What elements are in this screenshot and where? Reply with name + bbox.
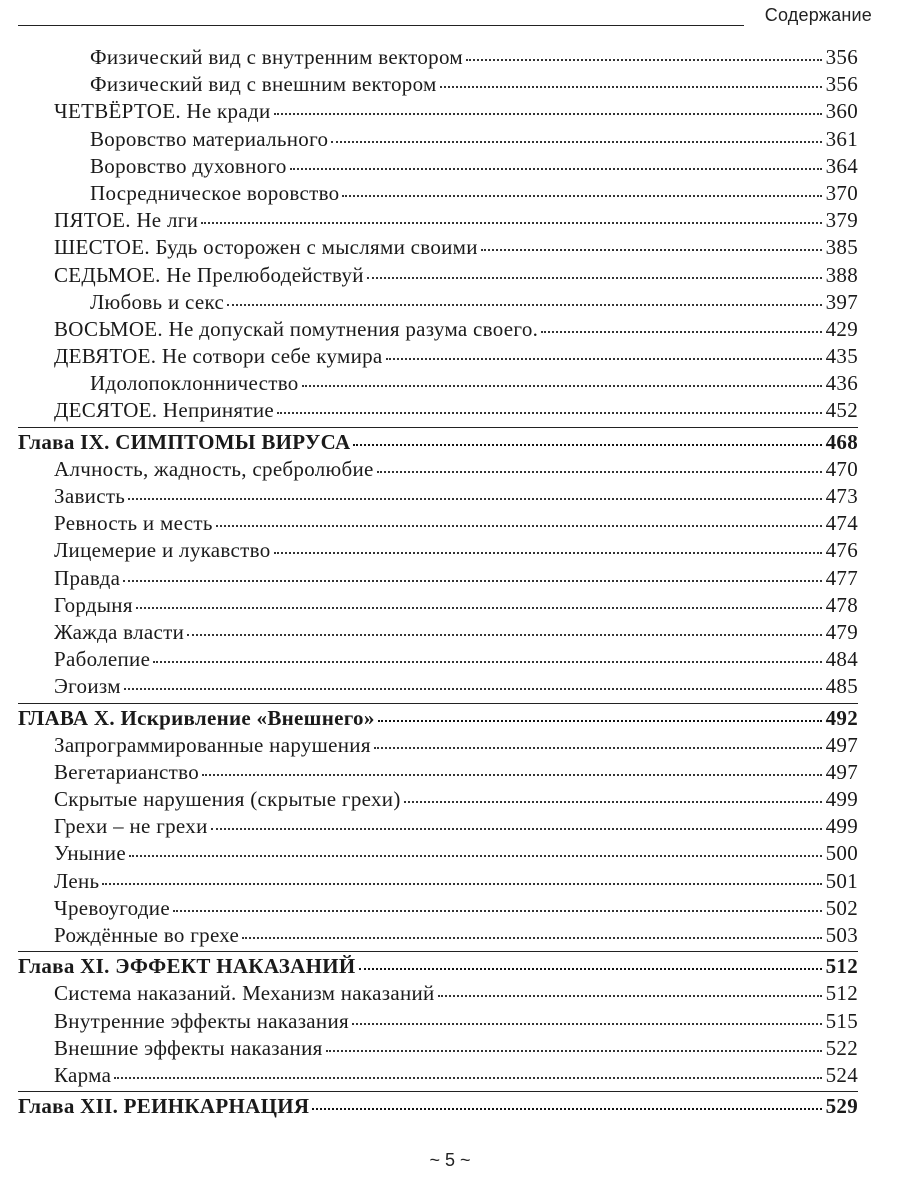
toc-page-number: 499	[825, 814, 858, 839]
toc-entry-row	[18, 869, 858, 896]
toc-entry-title: Жажда власти	[54, 619, 185, 644]
toc-entry-row	[18, 344, 858, 371]
dot-leader	[404, 801, 822, 803]
running-header-title: Содержание	[764, 5, 872, 25]
dot-leader	[440, 86, 822, 88]
toc-entry-title: Раболепие	[54, 647, 151, 672]
toc-page-number: 385	[825, 235, 858, 260]
table-of-contents	[18, 45, 858, 1121]
toc-entry-row	[18, 566, 858, 593]
chapter-title: Глава XI. ЭФФЕКТ НАКАЗАНИЙ	[18, 954, 356, 979]
toc-entry-row	[18, 1009, 858, 1036]
toc-page-number: 361	[825, 126, 858, 151]
dot-leader	[136, 607, 822, 609]
toc-page-number: 503	[825, 923, 858, 947]
dot-leader	[277, 412, 822, 414]
toc-page-number: 502	[825, 895, 858, 920]
toc-entry-row	[18, 733, 858, 760]
dot-leader	[123, 580, 821, 582]
toc-entry-row	[18, 1036, 858, 1063]
dot-leader	[274, 552, 822, 554]
dot-leader	[331, 141, 821, 143]
toc-entry-row	[18, 674, 858, 701]
toc-entry-title: Внутренние эффекты наказания	[54, 1008, 349, 1033]
toc-page-number: 485	[825, 674, 858, 699]
header-rule	[18, 25, 744, 26]
toc-page-number: 477	[825, 565, 858, 590]
toc-page-number: 497	[825, 732, 858, 757]
toc-page-number: 500	[825, 841, 858, 866]
toc-entry-row	[18, 981, 858, 1008]
toc-entry-row	[18, 841, 858, 868]
chapter-title: Глава IX. СИМПТОМЫ ВИРУСА	[18, 429, 351, 454]
toc-entry-title: Внешние эффекты наказания	[54, 1035, 323, 1060]
toc-page-number: 499	[825, 787, 858, 812]
toc-page-number: 379	[825, 208, 858, 233]
toc-entry-title: Эгоизм	[54, 674, 121, 699]
dot-leader	[201, 222, 821, 224]
toc-page-number: 429	[825, 316, 858, 341]
toc-entry-title: Грехи – не грехи	[54, 814, 208, 839]
dot-leader	[202, 774, 822, 776]
toc-entry-row	[18, 457, 858, 484]
dot-leader	[342, 195, 821, 197]
toc-entry-title: Лень	[54, 868, 100, 893]
toc-entry-row	[18, 398, 858, 425]
chapter-divider	[18, 951, 858, 952]
dot-leader	[359, 968, 822, 970]
chapter-divider	[18, 427, 858, 428]
toc-page-number: 435	[825, 344, 858, 369]
toc-page-number: 397	[825, 289, 858, 314]
toc-entry-title: Система наказаний. Механизм наказаний	[54, 981, 435, 1006]
toc-entry-title: Скрытые нарушения (скрытые грехи)	[54, 787, 401, 812]
toc-entry-row	[18, 371, 858, 398]
dot-leader	[438, 995, 822, 997]
toc-entry-row	[18, 484, 858, 511]
toc-entry-title: СЕДЬМОЕ. Не Прелюбодействуй	[54, 262, 364, 287]
toc-entry-title: Воровство духовного	[90, 153, 287, 178]
toc-entry-title: ДЕВЯТОЕ. Не сотвори себе кумира	[54, 344, 383, 369]
dot-leader	[153, 661, 821, 663]
chapter-title: Глава XII. РЕИНКАРНАЦИЯ	[18, 1094, 310, 1119]
page-number: ~ 5 ~	[429, 1150, 471, 1170]
toc-page-number: 522	[825, 1035, 858, 1060]
toc-entry-row	[18, 1063, 858, 1090]
toc-entry-title: Запрограммированные нарушения	[54, 732, 371, 757]
toc-chapter-row	[18, 430, 858, 457]
toc-entry-row	[18, 647, 858, 674]
toc-page-number: 479	[825, 619, 858, 644]
toc-page-number: 356	[825, 45, 858, 69]
toc-entry-title: Чревоугодие	[54, 895, 170, 920]
toc-entry-row	[18, 208, 858, 235]
toc-entry-row	[18, 593, 858, 620]
dot-leader	[129, 855, 822, 857]
toc-entry-row	[18, 99, 858, 126]
dot-leader	[541, 331, 821, 333]
toc-entry-title: ШЕСТОЕ. Будь осторожен с мыслями своими	[54, 235, 478, 260]
toc-entry-row	[18, 181, 858, 208]
toc-entry-title: ПЯТОЕ. Не лги	[54, 208, 199, 233]
dot-leader	[326, 1050, 822, 1052]
toc-entry-title: Лицемерие и лукавство	[54, 538, 271, 563]
toc-entry-row	[18, 787, 858, 814]
dot-leader	[312, 1108, 821, 1110]
dot-leader	[211, 828, 822, 830]
dot-leader	[466, 59, 822, 61]
dot-leader	[481, 249, 822, 251]
toc-entry-row	[18, 896, 858, 923]
dot-leader	[377, 471, 822, 473]
dot-leader	[227, 304, 821, 306]
toc-page-number: 436	[825, 371, 858, 396]
toc-entry-title: ДЕСЯТОЕ. Непринятие	[54, 398, 275, 423]
toc-entry-title: Карма	[54, 1062, 112, 1087]
toc-entry-title: Физический вид с внутренним вектором	[90, 45, 463, 69]
toc-entry-title: Вегетарианство	[54, 759, 200, 784]
toc-page-number: 484	[825, 647, 858, 672]
toc-page-number: 388	[825, 262, 858, 287]
toc-entry-row	[18, 620, 858, 647]
toc-entry-row	[18, 814, 858, 841]
dot-leader	[114, 1077, 821, 1079]
toc-page-number: 370	[825, 180, 858, 205]
toc-entry-title: Алчность, жадность, сребролюбие	[54, 456, 374, 481]
toc-entry-title: Идолопоклонничество	[90, 371, 299, 396]
dot-leader	[242, 937, 821, 939]
dot-leader	[290, 168, 822, 170]
toc-chapter-row	[18, 706, 858, 733]
toc-entry-row	[18, 511, 858, 538]
dot-leader	[102, 883, 821, 885]
toc-page-number: 512	[825, 981, 858, 1006]
toc-entry-title: ВОСЬМОЕ. Не допускай помутнения разума своего.	[54, 316, 539, 341]
dot-leader	[128, 498, 821, 500]
toc-entry-row	[18, 923, 858, 950]
toc-entry-row	[18, 72, 858, 99]
toc-entry-title: ЧЕТВЁРТОЕ. Не кради	[54, 99, 271, 124]
toc-entry-title: Правда	[54, 565, 121, 590]
dot-leader	[124, 688, 822, 690]
toc-page-number: 478	[825, 592, 858, 617]
toc-page-number: 512	[825, 954, 858, 979]
toc-page-number: 468	[825, 429, 858, 454]
toc-entry-title: Рождённые во грехе	[54, 923, 240, 947]
toc-entry-title: Воровство материального	[90, 126, 329, 151]
dot-leader	[353, 444, 821, 446]
toc-entry-row	[18, 235, 858, 262]
dot-leader	[367, 277, 822, 279]
toc-page-number: 501	[825, 868, 858, 893]
toc-entry-title: Любовь и секс	[90, 289, 225, 314]
dot-leader	[386, 358, 822, 360]
toc-page-number: 492	[825, 705, 858, 730]
toc-page-number: 497	[825, 759, 858, 784]
toc-chapter-row	[18, 1094, 858, 1121]
toc-page-number: 364	[825, 153, 858, 178]
toc-entry-row	[18, 263, 858, 290]
toc-entry-title: Посредническое воровство	[90, 180, 340, 205]
dot-leader	[352, 1023, 822, 1025]
dot-leader	[374, 747, 822, 749]
toc-entry-row	[18, 127, 858, 154]
toc-entry-title: Уныние	[54, 841, 126, 866]
toc-entry-row	[18, 538, 858, 565]
toc-entry-row	[18, 45, 858, 72]
dot-leader	[274, 113, 822, 115]
toc-page-number: 360	[825, 99, 858, 124]
toc-page-number: 470	[825, 456, 858, 481]
chapter-divider	[18, 1091, 858, 1092]
toc-entry-row	[18, 317, 858, 344]
toc-entry-row	[18, 290, 858, 317]
toc-page-number: 452	[825, 398, 858, 423]
toc-entry-title: Ревность и месть	[54, 511, 213, 536]
chapter-title: ГЛАВА X. Искривление «Внешнего»	[18, 705, 375, 730]
toc-page-number: 474	[825, 511, 858, 536]
toc-entry-title: Зависть	[54, 484, 126, 508]
dot-leader	[187, 634, 821, 636]
toc-page-number: 524	[825, 1062, 858, 1087]
toc-page-number: 356	[825, 72, 858, 97]
toc-page-number: 476	[825, 538, 858, 563]
toc-page-number: 515	[825, 1008, 858, 1033]
toc-page-number: 529	[825, 1094, 858, 1119]
toc-chapter-row	[18, 954, 858, 981]
toc-entry-row	[18, 760, 858, 787]
dot-leader	[216, 525, 822, 527]
toc-entry-title: Физический вид с внешним вектором	[90, 72, 437, 97]
toc-entry-title: Гордыня	[54, 592, 133, 617]
toc-page-number: 473	[825, 484, 858, 508]
dot-leader	[302, 385, 822, 387]
toc-entry-row	[18, 154, 858, 181]
dot-leader	[378, 720, 822, 722]
dot-leader	[173, 910, 822, 912]
chapter-divider	[18, 703, 858, 704]
